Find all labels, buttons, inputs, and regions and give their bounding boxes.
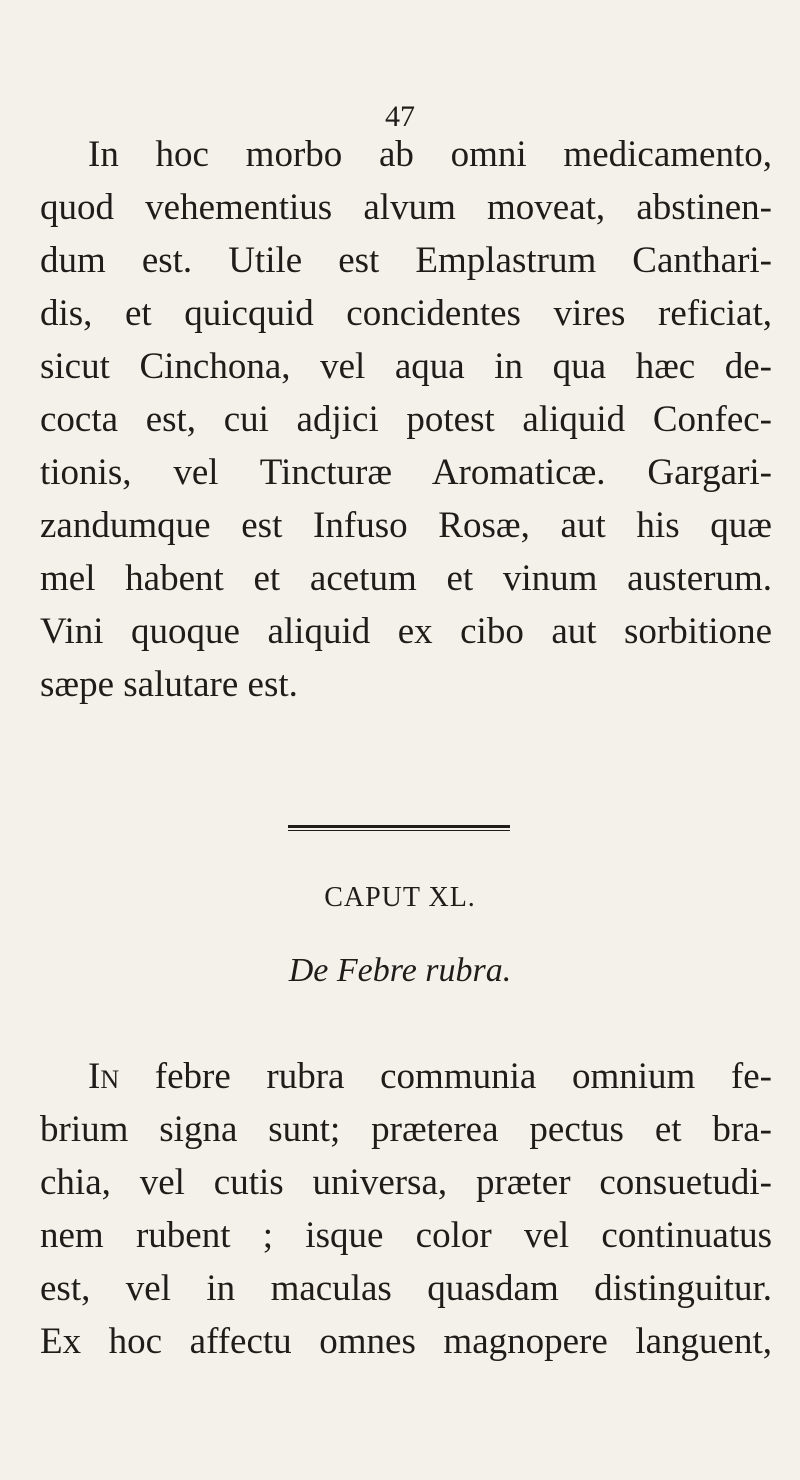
- text-line: sicut Cinchona, vel aqua in qua hæc de-: [40, 346, 772, 387]
- text-line: cocta est, cui adjici potest aliquid Confec-: [40, 399, 772, 440]
- page-number: 47: [385, 100, 415, 133]
- text-line-first: [40, 1050, 772, 1103]
- text-line: zandumque est Infuso Rosæ, aut his quæ: [40, 505, 772, 546]
- text-line: tionis, vel Tincturæ Aromaticæ. Gargari-: [40, 452, 772, 493]
- text-line: dum est. Utile est Emplastrum Canthari-: [40, 240, 772, 281]
- text-line: chia, vel cutis universa, præter consuetudi-: [40, 1162, 772, 1203]
- text-line: Ex hoc affectu omnes magnopere languent,: [40, 1321, 772, 1362]
- text-line: mel habent et acetum et vinum austerum.: [40, 558, 772, 599]
- text-line: brium signa sunt; præterea pectus et bra-: [40, 1109, 772, 1150]
- text-line: Vini quoque aliquid ex cibo aut sorbitione: [40, 611, 772, 652]
- text-line: est, vel in maculas quasdam distinguitur.: [40, 1268, 772, 1309]
- text-line: dis, et quicquid concidentes vires reficiat,: [40, 293, 772, 334]
- text-line: quod vehementius alvum moveat, abstinen-: [40, 187, 772, 228]
- text-line: In hoc morbo ab omni medicamento,: [88, 134, 772, 175]
- initial-word: In: [88, 1056, 120, 1097]
- chapter-subtitle: De Febre rubra.: [288, 952, 512, 989]
- paragraph-1: [40, 128, 772, 711]
- section-divider: [288, 825, 510, 831]
- text-line: nem rubent ; isque color vel continuatus: [40, 1215, 772, 1256]
- paragraph-2: [40, 1050, 772, 1368]
- chapter-heading: CAPUT XL.: [324, 882, 476, 913]
- first-line-text: febre rubra communia omnium fe-: [119, 1056, 772, 1097]
- text-line: sæpe salutare est.: [40, 664, 298, 705]
